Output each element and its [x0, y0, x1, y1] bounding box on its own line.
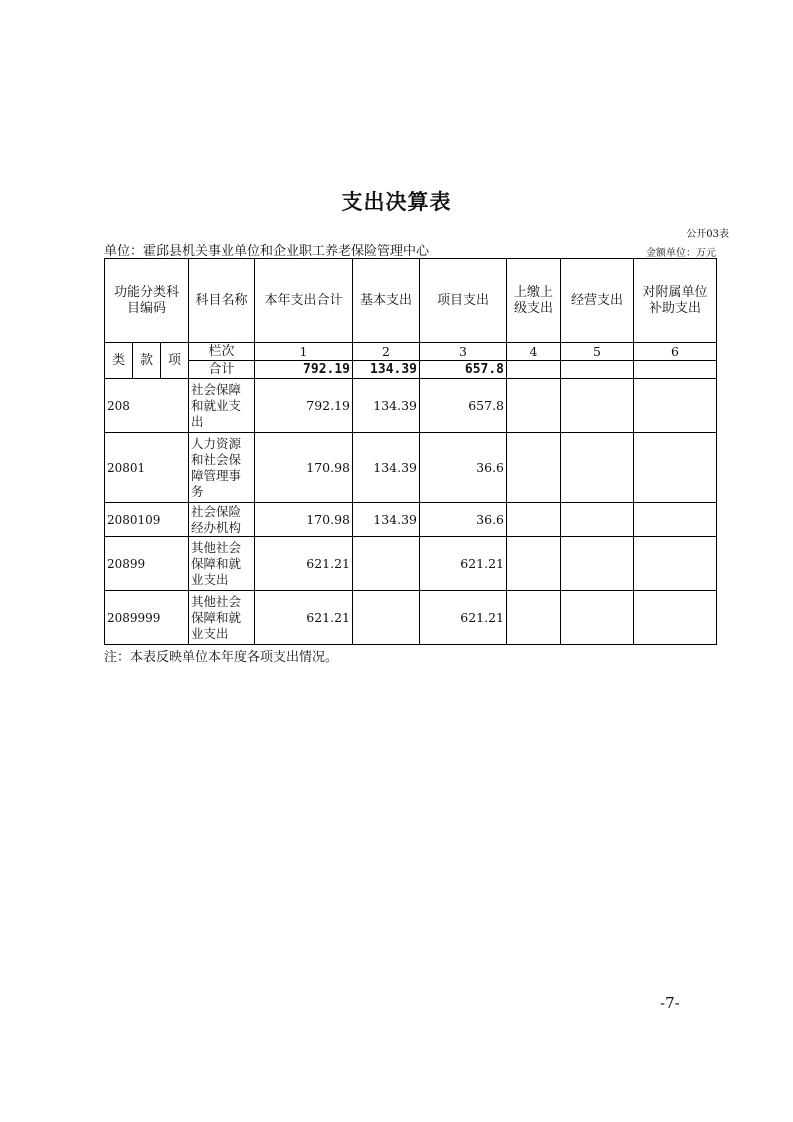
col-number-1: 1 — [255, 343, 353, 361]
totals-row — [105, 361, 717, 379]
row-upper — [507, 433, 561, 503]
col-number-4: 4 — [507, 343, 561, 361]
sum-total: 792.19 — [255, 361, 353, 379]
row-subsidy — [634, 503, 717, 537]
row-project: 621.21 — [420, 591, 507, 645]
page-title: 支出决算表 — [341, 190, 452, 214]
sum-label: 合计 — [189, 361, 255, 379]
form-code: 公开03表 — [686, 229, 729, 240]
row-business — [561, 537, 634, 591]
row-name: 人力资源和社会保障管理事务 — [189, 433, 255, 503]
header-project: 项目支出 — [420, 259, 507, 343]
col-number-6: 6 — [634, 343, 717, 361]
row-project: 621.21 — [420, 537, 507, 591]
unit-line — [104, 240, 716, 258]
row-basic — [353, 591, 420, 645]
row-total: 792.19 — [255, 379, 353, 433]
table-row — [105, 591, 717, 645]
row-code: 208 — [105, 379, 189, 433]
expenditure-table — [104, 258, 717, 645]
row-basic: 134.39 — [353, 379, 420, 433]
col-number-2: 2 — [353, 343, 420, 361]
row-total: 170.98 — [255, 503, 353, 537]
footnote: 注：本表反映单位本年度各项支出情况。 — [104, 650, 339, 665]
unit-name: 单位：霍邱县机关事业单位和企业职工养老保险管理中心 — [104, 244, 430, 259]
row-subsidy — [634, 379, 717, 433]
row-name: 社会保障和就业支出 — [189, 379, 255, 433]
header-row — [105, 259, 717, 343]
header-business: 经营支出 — [561, 259, 634, 343]
header-total: 本年支出合计 — [255, 259, 353, 343]
row-subsidy — [634, 591, 717, 645]
row-basic — [353, 537, 420, 591]
header-lei: 类 — [105, 343, 133, 379]
table-row — [105, 379, 717, 433]
sum-project: 657.8 — [420, 361, 507, 379]
header-kuan: 款 — [133, 343, 161, 379]
header-subject-name: 科目名称 — [189, 259, 255, 343]
row-business — [561, 503, 634, 537]
column-number-row — [105, 343, 717, 361]
col-number-5: 5 — [561, 343, 634, 361]
row-business — [561, 379, 634, 433]
row-subsidy — [634, 537, 717, 591]
sum-basic: 134.39 — [353, 361, 420, 379]
row-basic: 134.39 — [353, 503, 420, 537]
header-column-no: 栏次 — [189, 343, 255, 361]
row-code: 2080109 — [105, 503, 189, 537]
table-row — [105, 433, 717, 503]
header-func-code: 功能分类科目编码 — [105, 259, 189, 343]
row-upper — [507, 537, 561, 591]
row-project: 36.6 — [420, 503, 507, 537]
row-code: 20801 — [105, 433, 189, 503]
amount-unit: 金额单位：万元 — [646, 248, 716, 259]
row-upper — [507, 591, 561, 645]
header-xiang: 项 — [161, 343, 189, 379]
table-row — [105, 503, 717, 537]
table-row — [105, 537, 717, 591]
header-basic: 基本支出 — [353, 259, 420, 343]
header-upper: 上缴上级支出 — [507, 259, 561, 343]
row-name: 社会保险经办机构 — [189, 503, 255, 537]
row-project: 657.8 — [420, 379, 507, 433]
header-subsidy: 对附属单位补助支出 — [634, 259, 717, 343]
row-basic: 134.39 — [353, 433, 420, 503]
sum-upper — [507, 361, 561, 379]
col-number-3: 3 — [420, 343, 507, 361]
row-project: 36.6 — [420, 433, 507, 503]
row-total: 621.21 — [255, 591, 353, 645]
row-subsidy — [634, 433, 717, 503]
row-upper — [507, 503, 561, 537]
row-name: 其他社会保障和就业支出 — [189, 537, 255, 591]
sum-subsidy — [634, 361, 717, 379]
sum-business — [561, 361, 634, 379]
row-upper — [507, 379, 561, 433]
row-code: 20899 — [105, 537, 189, 591]
row-code: 2089999 — [105, 591, 189, 645]
page-number: -7- — [660, 994, 680, 1012]
row-name: 其他社会保障和就业支出 — [189, 591, 255, 645]
row-total: 170.98 — [255, 433, 353, 503]
row-total: 621.21 — [255, 537, 353, 591]
row-business — [561, 591, 634, 645]
row-business — [561, 433, 634, 503]
